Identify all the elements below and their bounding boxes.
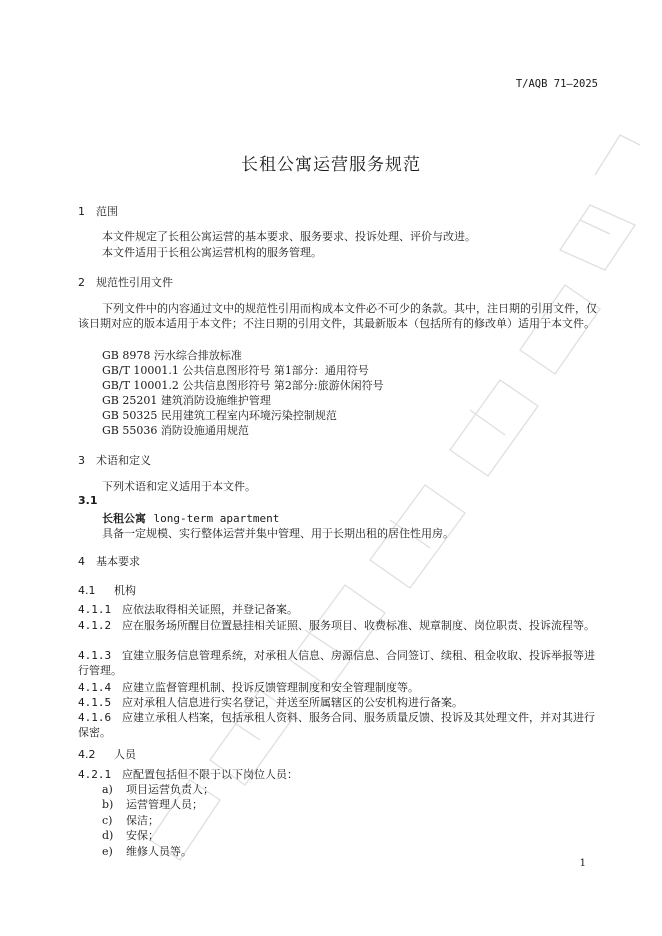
clause-number: 4.1.3	[78, 649, 112, 662]
subsection-number: 4.1	[78, 584, 96, 597]
list-text: 保洁；	[126, 814, 159, 827]
section-2-heading	[78, 274, 173, 290]
clause-number: 4.1.4	[78, 681, 112, 694]
term-number: 3.1	[78, 494, 98, 507]
clause-number: 4.1.6	[78, 711, 112, 724]
clause-item	[78, 680, 419, 695]
clause-text: 应配置包括但不限于以下岗位人员：	[122, 768, 298, 781]
reference-item: GB/T 10001.2 公共信息图形符号 第2部分:旅游休闲符号	[102, 379, 384, 392]
clause-item	[78, 602, 298, 617]
reference-item: GB 50325 民用建筑工程室内环境污染控制规范	[102, 409, 337, 422]
clause-text: 应对承租人信息进行实名登记，并送至所属辖区的公安机构进行备案。	[122, 696, 463, 709]
subsection-number: 4.2	[78, 748, 96, 761]
reference-item: GB 8978 污水综合排放标准	[102, 349, 242, 362]
clause-item	[78, 618, 603, 633]
clause-number: 4.1.2	[78, 619, 112, 632]
clause-item	[78, 695, 463, 710]
section-title: 基本要求	[96, 555, 140, 568]
page-number: 1	[579, 858, 586, 869]
list-marker: a)	[102, 783, 113, 796]
document-title: 长租公寓运营服务规范	[241, 155, 421, 175]
list-item	[102, 813, 159, 828]
list-text: 安保；	[126, 829, 159, 842]
list-marker: b)	[102, 798, 114, 811]
section-number: 2	[78, 276, 85, 289]
clause-number: 4.1.1	[78, 603, 112, 616]
section-4-heading	[78, 553, 140, 569]
clause-item	[78, 648, 603, 678]
term-entry	[102, 510, 279, 526]
section-number: 3	[78, 454, 85, 467]
list-marker: e)	[102, 845, 113, 858]
clause-item	[78, 710, 603, 740]
section-number: 4	[78, 555, 85, 568]
clause-text: 应依法取得相关证照，并登记备案。	[122, 603, 298, 616]
term-chinese: 长租公寓	[102, 512, 146, 525]
reference-item: GB 55036 消防设施通用规范	[102, 424, 249, 437]
reference-item: GB 25201 建筑消防设施维护管理	[102, 394, 271, 407]
section-1-heading	[78, 203, 118, 219]
list-text: 维修人员等。	[126, 845, 192, 858]
list-marker: c)	[102, 814, 113, 827]
list-item	[102, 828, 159, 843]
section-title: 术语和定义	[96, 454, 151, 467]
document-code: T/AQB 71—2025	[515, 78, 598, 90]
list-marker: d)	[102, 829, 114, 842]
paragraph: 本文件规定了长租公寓运营的基本要求、服务要求、投诉处理、评价与改进。	[102, 230, 476, 243]
list-item	[102, 797, 203, 812]
clause-item	[78, 767, 298, 782]
subsection-title: 人员	[114, 748, 136, 761]
clause-number: 4.1.5	[78, 696, 112, 709]
paragraph: 本文件适用于长租公寓运营机构的服务管理。	[102, 246, 322, 259]
list-text: 项目运营负责人；	[126, 783, 214, 796]
subsection-4-2-heading	[78, 746, 136, 762]
clause-text: 应建立承租人档案，包括承租人资料、服务合同、服务质量反馈、投诉及其处理文件，并对其进行保密。	[78, 711, 595, 739]
section-title: 规范性引用文件	[96, 276, 173, 289]
reference-item: GB/T 10001.1 公共信息图形符号 第1部分：通用符号	[102, 364, 369, 377]
list-item	[102, 782, 214, 797]
clause-text: 宜建立服务信息管理系统，对承租人信息、房源信息、合同签订、续租、租金收取、投诉举报等进行管理。	[78, 649, 595, 677]
section-title: 范围	[96, 205, 118, 218]
subsection-4-1-heading	[78, 582, 136, 598]
paragraph: 下列术语和定义适用于本文件。	[102, 480, 256, 493]
section-3-heading	[78, 452, 151, 468]
list-item	[102, 844, 192, 859]
subsection-title: 机构	[114, 584, 136, 597]
term-definition: 具备一定规模、实行整体运营并集中管理、用于长期出租的居住性用房。	[102, 527, 454, 540]
paragraph: 下列文件中的内容通过文中的规范性引用而构成本文件必不可少的条款。其中，注日期的引用文件，仅该日期对应的版本适用于本文件；不注日期的引用文件，其最新版本（包括所有的修改单）适用于本文件。	[78, 302, 597, 330]
section-number: 1	[78, 205, 85, 218]
clause-text: 应建立监督管理机制、投诉反馈管理制度和安全管理制度等。	[122, 681, 419, 694]
clause-text: 应在服务场所醒目位置悬挂相关证照、服务项目、收费标准、规章制度、岗位职责、投诉流程等。	[122, 619, 595, 632]
clause-number: 4.2.1	[78, 768, 112, 781]
list-text: 运营管理人员；	[126, 798, 203, 811]
term-english: long-term apartment	[153, 512, 280, 525]
